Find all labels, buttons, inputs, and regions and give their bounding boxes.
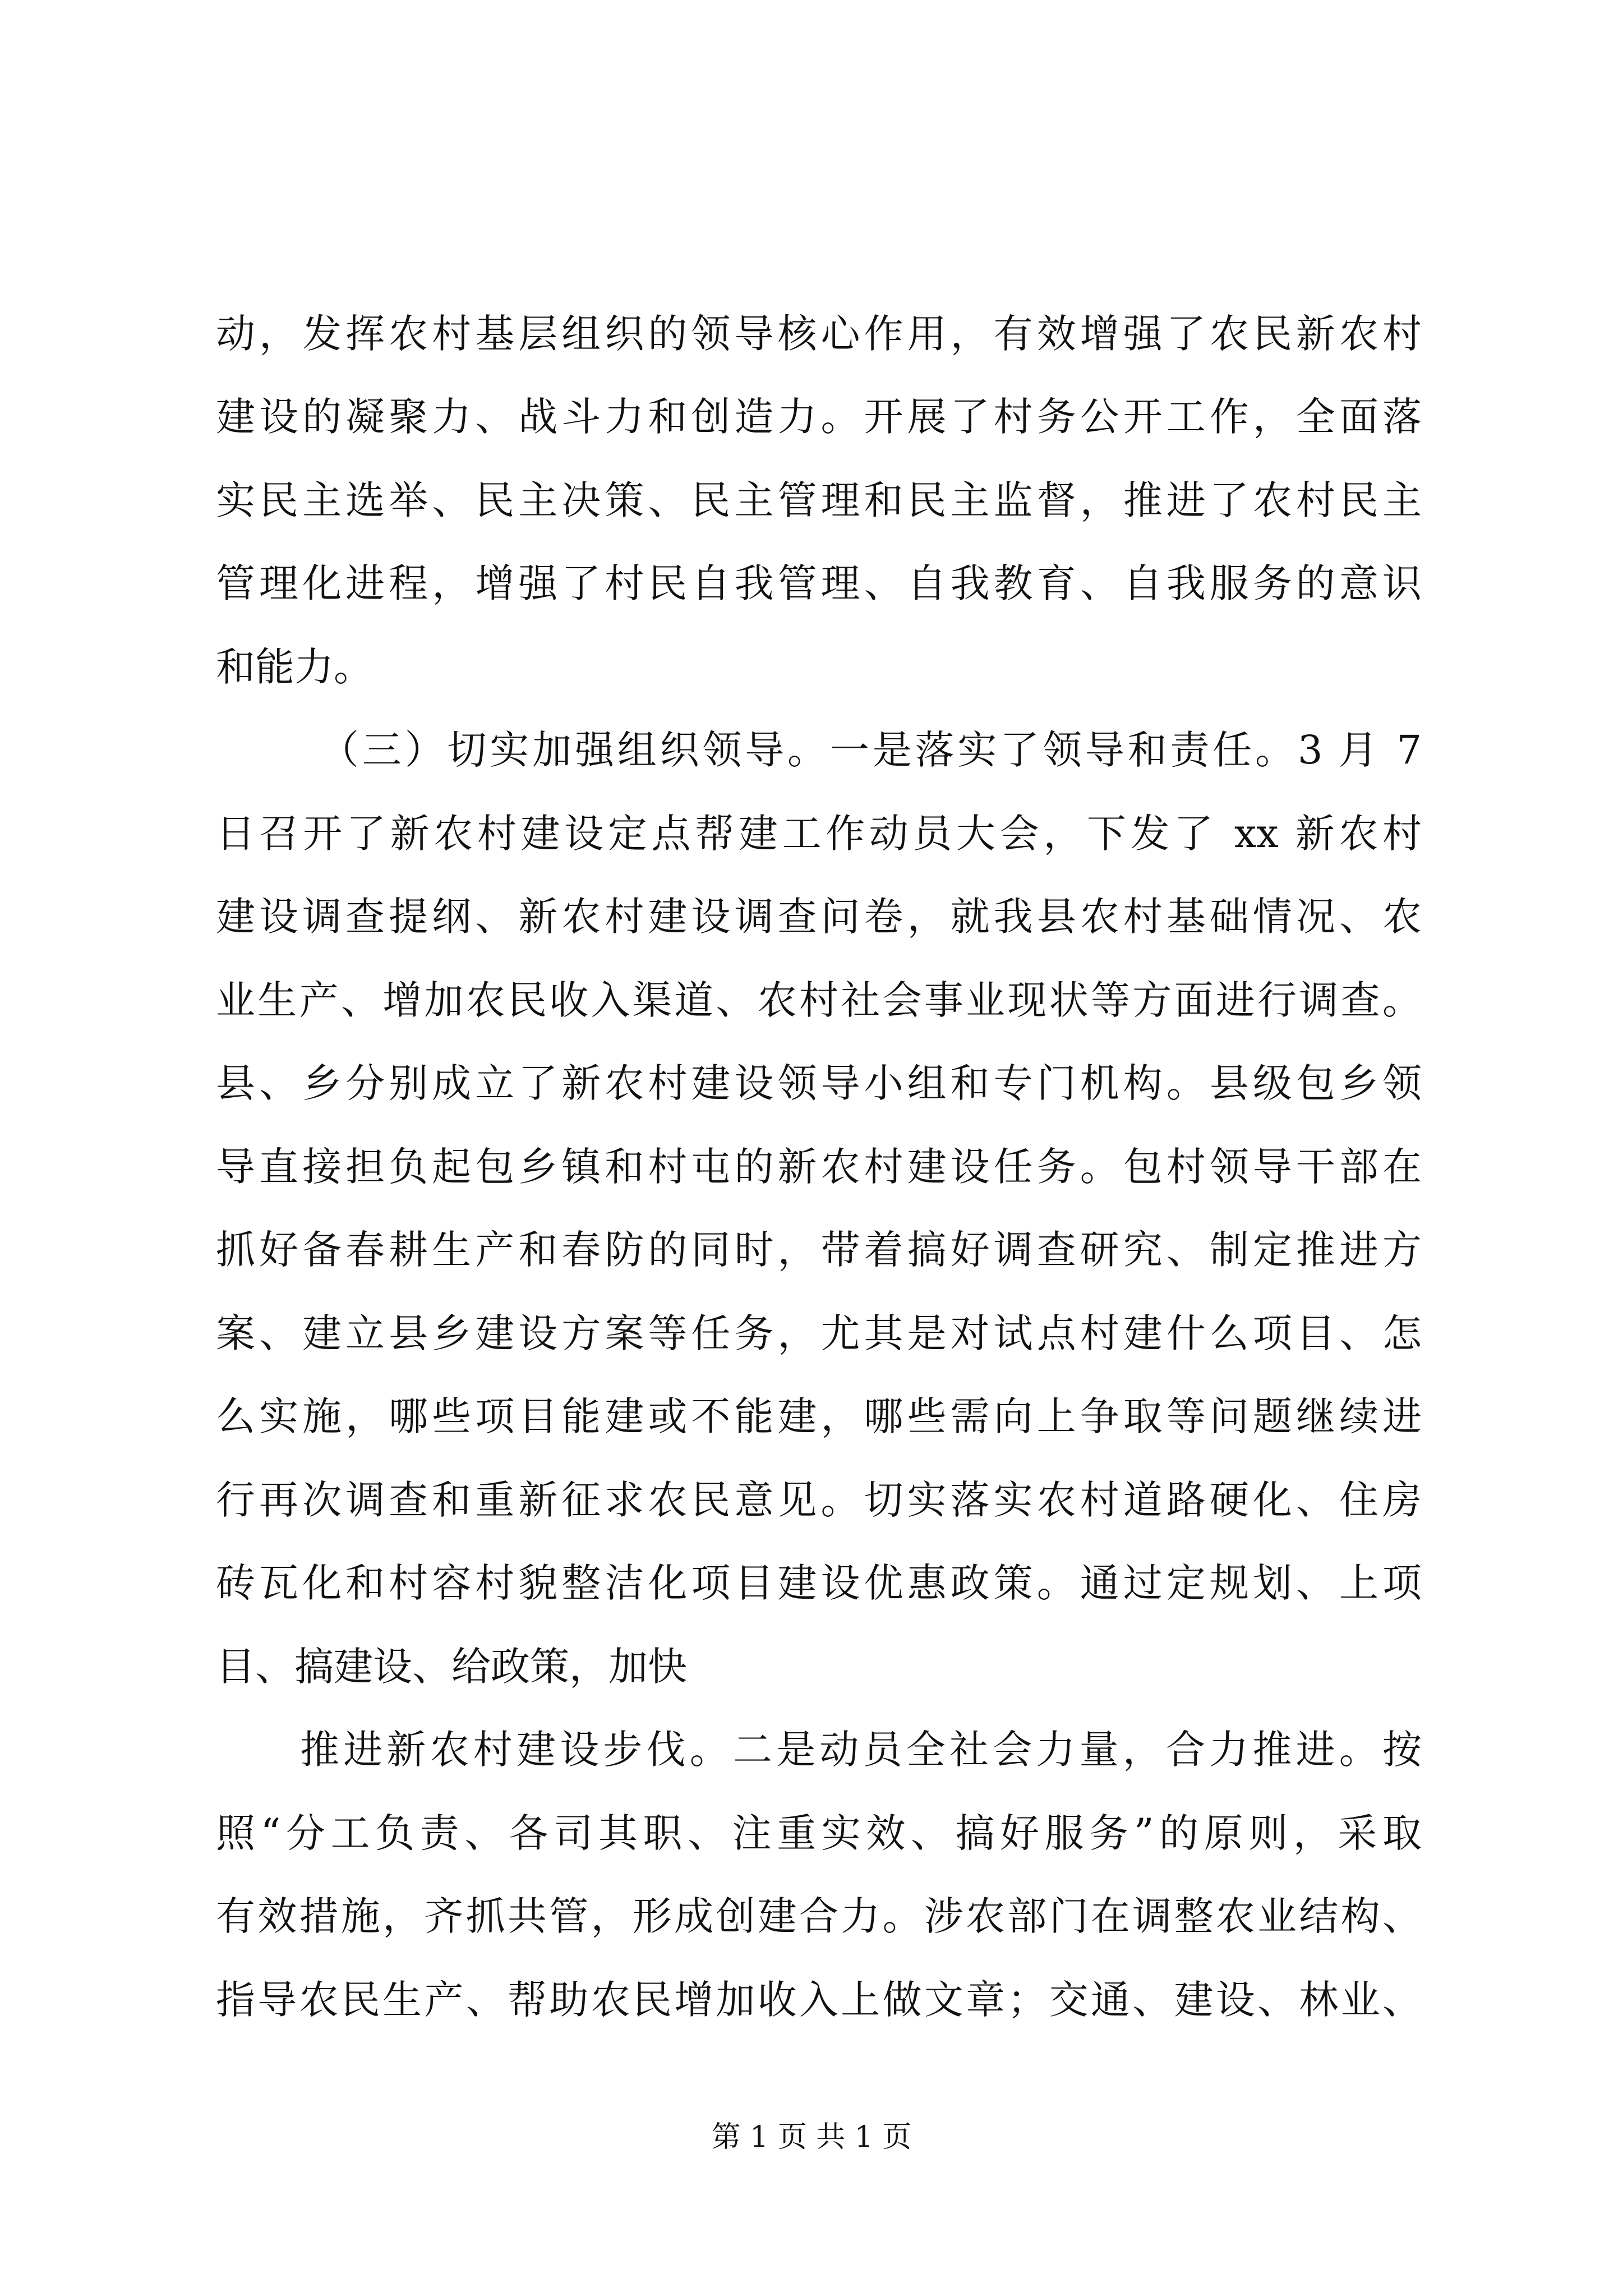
text-line-20: 有效措施，齐抓共管，形成创建合力。涉农部门在调整农业结构、 (216, 1893, 1422, 1939)
text-line-19: 照“分工负责、各司其职、注重实效、搞好服务”的原则，采取 (216, 1810, 1422, 1856)
text-line-12: 抓好备春耕生产和春防的同时，带着搞好调查研究、制定推进方 (216, 1227, 1422, 1273)
text-line-6: （三）切实加强组织领导。一是落实了领导和责任。3 月 7 (320, 727, 1422, 773)
text-line-14: 么实施，哪些项目能建或不能建，哪些需向上争取等问题继续进 (216, 1393, 1422, 1439)
text-line-9: 业生产、增加农民收入渠道、农村社会事业现状等方面进行调查。 (216, 977, 1422, 1023)
page-number-footer: 第 1 页 共 1 页 (711, 2120, 912, 2154)
text-line-11: 导直接担负起包乡镇和村屯的新农村建设任务。包村领导干部在 (216, 1144, 1422, 1190)
text-line-5: 和能力。 (216, 644, 373, 690)
text-line-2: 建设的凝聚力、战斗力和创造力。开展了村务公开工作，全面落 (216, 394, 1422, 440)
text-line-21: 指导农民生产、帮助农民增加收入上做文章；交通、建设、林业、 (216, 1977, 1422, 2023)
text-line-16: 砖瓦化和村容村貌整洁化项目建设优惠政策。通过定规划、上项 (216, 1560, 1422, 1606)
text-line-17: 目、搞建设、给政策，加快 (216, 1644, 687, 1690)
text-line-13: 案、建立县乡建设方案等任务，尤其是对试点村建什么项目、怎 (216, 1310, 1422, 1356)
text-line-1: 动，发挥农村基层组织的领导核心作用，有效增强了农民新农村 (216, 311, 1422, 357)
text-line-3: 实民主选举、民主决策、民主管理和民主监督，推进了农村民主 (216, 477, 1422, 523)
text-line-4: 管理化进程，增强了村民自我管理、自我教育、自我服务的意识 (216, 560, 1422, 606)
text-line-8: 建设调查提纲、新农村建设调查问卷，就我县农村基础情况、农 (216, 894, 1422, 940)
text-line-10: 县、乡分别成立了新农村建设领导小组和专门机构。县级包乡领 (216, 1060, 1422, 1106)
text-line-15: 行再次调查和重新征求农民意见。切实落实农村道路硬化、住房 (216, 1477, 1422, 1523)
text-line-18: 推进新农村建设步伐。二是动员全社会力量，合力推进。按 (300, 1727, 1422, 1773)
text-line-7: 日召开了新农村建设定点帮建工作动员大会，下发了 xx 新农村 (216, 811, 1422, 857)
